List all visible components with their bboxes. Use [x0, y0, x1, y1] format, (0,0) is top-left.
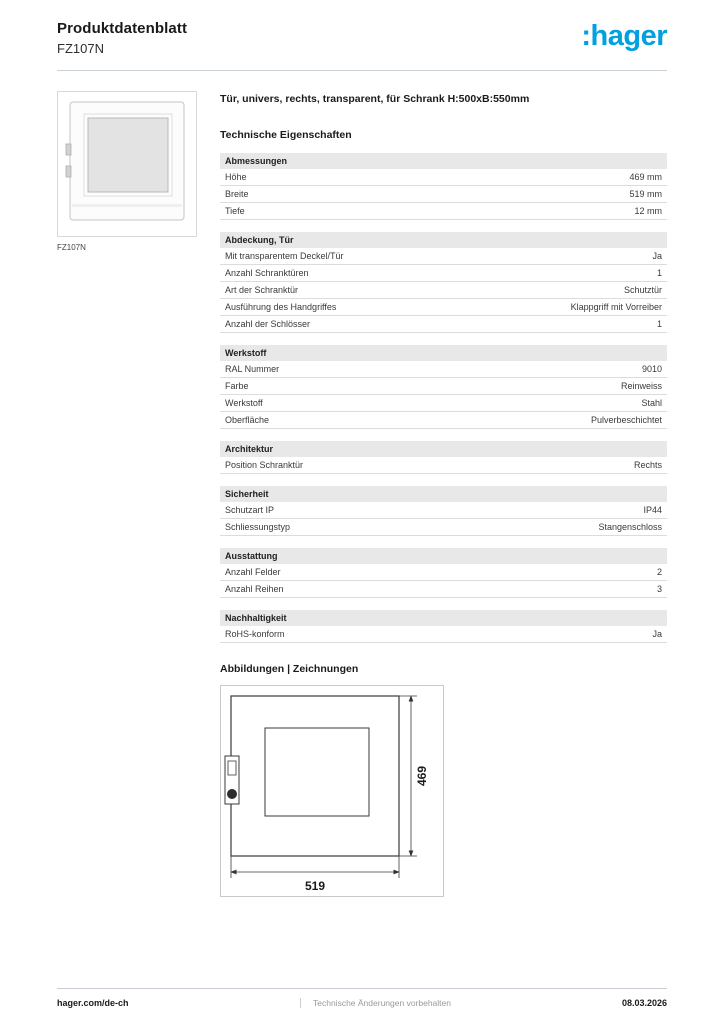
spec-label: RAL Nummer	[225, 364, 280, 374]
spec-row	[220, 626, 667, 643]
spec-label: Anzahl Schranktüren	[225, 268, 309, 278]
tech-specs-title: Technische Eigenschaften	[220, 129, 352, 141]
spec-section	[220, 548, 667, 598]
spec-sections	[220, 153, 667, 643]
spec-row	[220, 316, 667, 333]
product-image-caption: FZ107N	[57, 243, 86, 252]
spec-label: Position Schranktür	[225, 460, 304, 470]
footer-date: 08.03.2026	[621, 998, 667, 1008]
drawing-width-label: 519	[304, 879, 326, 893]
spec-row	[220, 265, 667, 282]
spec-label: Oberfläche	[225, 415, 270, 425]
product-image	[57, 91, 197, 237]
spec-label: Schutzart IP	[225, 505, 275, 515]
spec-label: Anzahl der Schlösser	[225, 319, 311, 329]
spec-value: 9010	[641, 364, 662, 374]
spec-value: Klappgriff mit Vorreiber	[570, 302, 662, 312]
spec-row	[220, 361, 667, 378]
spec-label: Anzahl Felder	[225, 567, 281, 577]
spec-value: 519 mm	[629, 189, 662, 199]
spec-row	[220, 395, 667, 412]
spec-row	[220, 186, 667, 203]
spec-label: Tiefe	[225, 206, 245, 216]
spec-label: Art der Schranktür	[225, 285, 299, 295]
main-column	[220, 91, 667, 897]
spec-value: 12 mm	[634, 206, 662, 216]
spec-value: 1	[656, 319, 662, 329]
product-title: Tür, univers, rechts, transparent, für Schrank H:500xB:550mm	[220, 93, 530, 105]
header-titles	[57, 20, 187, 56]
technical-drawing	[220, 685, 444, 897]
hager-logo: :hager	[581, 20, 667, 52]
spec-row	[220, 412, 667, 429]
spec-label: Ausführung des Handgriffes	[225, 302, 337, 312]
drawing-height-label: 469	[415, 765, 429, 787]
spec-row	[220, 564, 667, 581]
dimension-drawing	[221, 686, 443, 896]
left-column	[57, 91, 197, 897]
spec-section	[220, 153, 667, 220]
spec-label: Mit transparentem Deckel/Tür	[225, 251, 344, 261]
spec-section-header: Nachhaltigkeit	[220, 610, 667, 626]
spec-row	[220, 519, 667, 536]
spec-value: 1	[656, 268, 662, 278]
spec-section	[220, 486, 667, 536]
spec-section-header: Architektur	[220, 441, 667, 457]
spec-row	[220, 248, 667, 265]
footer	[57, 988, 667, 1008]
footer-website-link[interactable]: hager.com/de-ch	[57, 998, 129, 1008]
spec-label: Breite	[225, 189, 249, 199]
spec-label: Schliessungstyp	[225, 522, 291, 532]
content	[57, 91, 667, 897]
spec-value: 2	[656, 567, 662, 577]
spec-section	[220, 610, 667, 643]
spec-row	[220, 378, 667, 395]
footer-notice: Technische Änderungen vorbehalten	[300, 998, 622, 1008]
spec-value: Ja	[652, 629, 662, 639]
spec-section	[220, 232, 667, 333]
spec-value: Schutztür	[623, 285, 662, 295]
spec-section-header: Werkstoff	[220, 345, 667, 361]
spec-value: IP44	[643, 505, 662, 515]
spec-row	[220, 282, 667, 299]
page-title: Produktdatenblatt	[57, 20, 188, 37]
spec-section	[220, 441, 667, 474]
spec-value: 469 mm	[629, 172, 662, 182]
spec-section-header: Ausstattung	[220, 548, 667, 564]
spec-row	[220, 203, 667, 220]
spec-section-header: Sicherheit	[220, 486, 667, 502]
spec-row	[220, 581, 667, 598]
spec-row	[220, 457, 667, 474]
spec-label: Werkstoff	[225, 398, 263, 408]
spec-value: Pulverbeschichtet	[590, 415, 662, 425]
drawings-title: Abbildungen | Zeichnungen	[220, 663, 359, 675]
spec-label: Höhe	[225, 172, 247, 182]
spec-section-header: Abmessungen	[220, 153, 667, 169]
product-code: FZ107N	[57, 41, 104, 56]
spec-label: Farbe	[225, 381, 249, 391]
spec-value: Reinweiss	[620, 381, 662, 391]
spec-value: 3	[656, 584, 662, 594]
spec-value: Rechts	[633, 460, 662, 470]
spec-section	[220, 345, 667, 429]
spec-section-header: Abdeckung, Tür	[220, 232, 667, 248]
spec-label: RoHS-konform	[225, 629, 285, 639]
spec-row	[220, 169, 667, 186]
header	[57, 20, 667, 71]
spec-row	[220, 299, 667, 316]
spec-row	[220, 502, 667, 519]
spec-value: Ja	[652, 251, 662, 261]
spec-label: Anzahl Reihen	[225, 584, 284, 594]
spec-value: Stangenschloss	[598, 522, 662, 532]
door-photo-illustration	[58, 92, 196, 236]
spec-value: Stahl	[641, 398, 662, 408]
